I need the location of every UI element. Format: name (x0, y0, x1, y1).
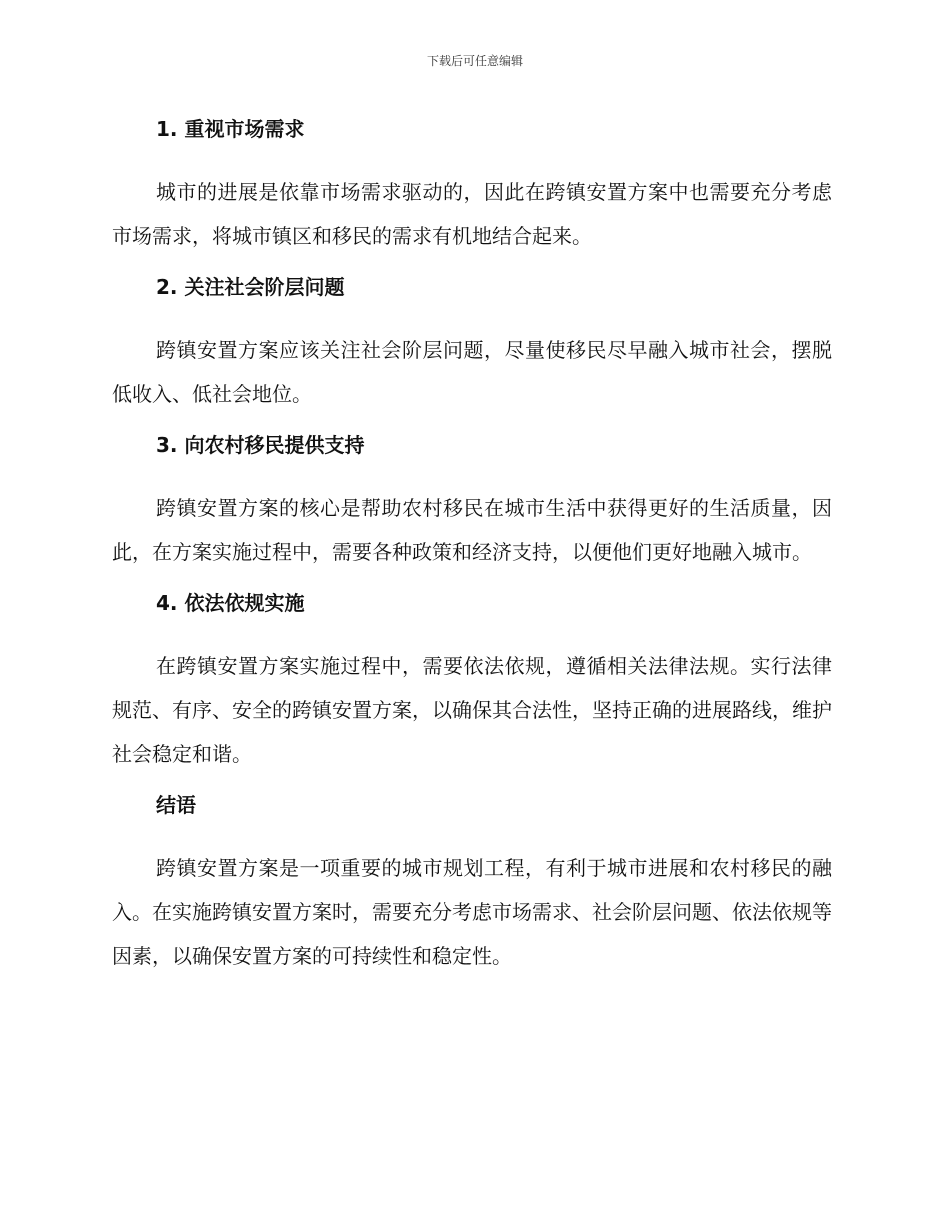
section-paragraph: 跨镇安置方案是一项重要的城市规划工程，有利于城市进展和农村移民的融入。在实施跨镇安置方案时，需要充分考虑市场需求、社会阶层问题、依法依规等因素，以确保安置方案的可持续性和稳定性。 (112, 856, 832, 968)
section-paragraph: 跨镇安置方案的核心是帮助农村移民在城市生活中获得更好的生活质量，因此，在方案实施过程中，需要各种政策和经济支持，以便他们更好地融入城市。 (112, 496, 832, 564)
header-note: 下载后可任意编辑 (426, 54, 523, 68)
section-heading: 1. 重视市场需求 (156, 117, 305, 141)
document-body (112, 112, 832, 990)
section-social-class (112, 270, 832, 416)
section-paragraph: 城市的进展是依靠市场需求驱动的，因此在跨镇安置方案中也需要充分考虑市场需求，将城市镇区和移民的需求有机地结合起来。 (112, 180, 832, 248)
section-market-demand (112, 112, 832, 258)
section-heading: 结语 (156, 793, 196, 817)
section-heading: 4. 依法依规实施 (156, 591, 305, 615)
section-paragraph: 在跨镇安置方案实施过程中，需要依法依规，遵循相关法律法规。实行法律规范、有序、安全的跨镇安置方案，以确保其合法性，坚持正确的进展路线，维护社会稳定和谐。 (112, 654, 832, 766)
section-heading: 3. 向农村移民提供支持 (156, 433, 365, 457)
section-conclusion (112, 788, 832, 978)
section-heading: 2. 关注社会阶层问题 (156, 275, 345, 299)
section-paragraph: 跨镇安置方案应该关注社会阶层问题，尽量使移民尽早融入城市社会，摆脱低收入、低社会地位。 (112, 338, 832, 406)
section-rural-support (112, 428, 832, 574)
section-legal-compliance (112, 586, 832, 776)
